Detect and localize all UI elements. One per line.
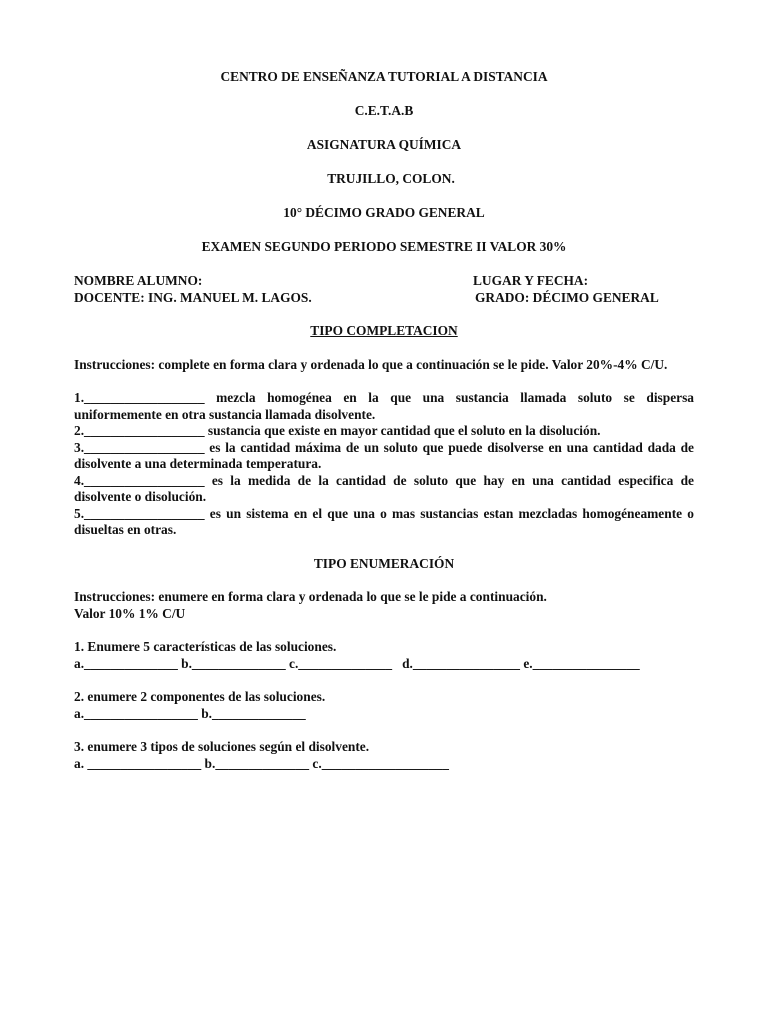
enumeration-answers-1: a.______________ b.______________ c.______________ d.________________ e.________________ — [74, 655, 640, 671]
header-institution: CENTRO DE ENSEÑANZA TUTORIAL A DISTANCIA — [220, 69, 548, 84]
enumeration-question-1: 1. Enumere 5 características de las soluciones. — [74, 639, 337, 654]
header-location: TRUJILLO, COLON. — [327, 171, 455, 186]
info-row-teacher — [74, 290, 694, 307]
grade-label: GRADO: DÉCIMO GENERAL — [475, 289, 659, 305]
completion-item-5: 5.__________________ es un sistema en el que una o mas sustancias estan mezcladas homogéneamente o disueltas en otras. — [74, 505, 694, 537]
enumeration-question-2: 2. enumere 2 componentes de las soluciones. — [74, 689, 326, 704]
header-grade: 10° DÉCIMO GRADO GENERAL — [283, 205, 485, 220]
section1-title: TIPO COMPLETACION — [310, 323, 458, 338]
completion-item-4: 4.__________________ es la medida de la cantidad de soluto que hay en una cantidad especifica de disolvente o disolución. — [74, 472, 694, 504]
section2-instructions: Instrucciones: enumere en forma clara y ordenada lo que se le pide a continuación. — [74, 589, 547, 604]
completion-item-2: 2.__________________ sustancia que existe en mayor cantidad que el soluto en la disolución. — [74, 423, 601, 438]
header-exam-title: EXAMEN SEGUNDO PERIODO SEMESTRE II VALOR 30% — [201, 239, 567, 254]
section2-value: Valor 10% 1% C/U — [74, 605, 186, 621]
student-name-label: NOMBRE ALUMNO: — [74, 273, 203, 288]
enumeration-answers-3: a. _________________ b.______________ c.___________________ — [74, 755, 449, 771]
place-date-label: LUGAR Y FECHA: — [473, 273, 589, 288]
header-subject: ASIGNATURA QUÍMICA — [306, 137, 462, 152]
section2-title: TIPO ENUMERACIÓN — [313, 555, 455, 571]
header-acronym: C.E.T.A.B — [354, 103, 414, 118]
section1-instructions: Instrucciones: complete en forma clara y ordenada lo que a continuación se le pide. Valor 20%-4% C/U. — [74, 356, 668, 372]
info-row-student — [74, 273, 694, 290]
teacher-label: DOCENTE: ING. MANUEL M. LAGOS. — [74, 289, 312, 305]
document-page — [74, 69, 694, 772]
completion-item-3: 3.__________________ es la cantidad máxima de un soluto que puede disolverse en una cantidad dada de disolvente a una determinada temperatura. — [74, 439, 694, 471]
enumeration-question-3: 3. enumere 3 tipos de soluciones según el disolvente. — [74, 739, 370, 754]
enumeration-answers-2: a._________________ b.______________ — [74, 705, 306, 721]
completion-item-1: 1.__________________ mezcla homogénea en la que una sustancia llamada soluto se dispersa uniformemente en otra sustancia llamada disolvente. — [74, 390, 694, 422]
